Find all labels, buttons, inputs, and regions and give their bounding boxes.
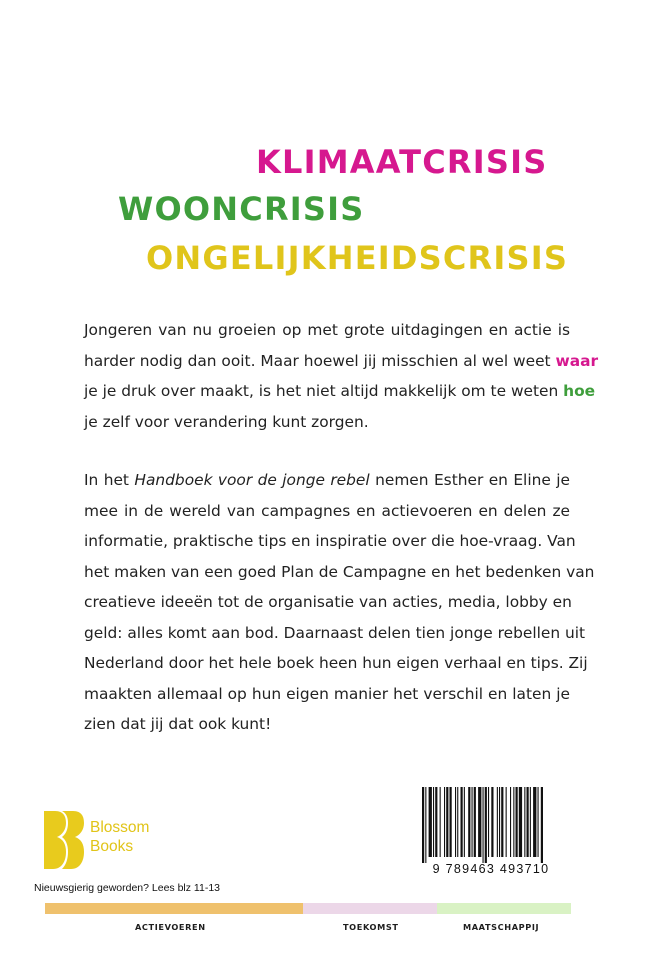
category-bar-toekomst (303, 903, 437, 914)
text-line: je zelf voor verandering kunt zorgen. (84, 412, 369, 431)
text-line: Nederland door het hele boek heen hun eigen verhaal en tips. Zij (84, 654, 588, 672)
highlight-hoe: hoe (563, 382, 596, 400)
book-title: Handboek voor de jonge rebel (134, 471, 370, 489)
description-paragraph (84, 465, 595, 740)
headline-ongelijkheidscrisis: ONGELIJKHEIDSCRISIS (146, 239, 569, 277)
category-bar-maatschappij (437, 903, 571, 914)
text-line (84, 376, 596, 407)
headline-wooncrisis: WOONCRISIS (118, 190, 365, 228)
blossom-books-logo-icon (44, 811, 84, 869)
text-line (84, 346, 599, 377)
text-line: maakten allemaal op hun eigen manier het verschil en laten je (84, 684, 570, 703)
text-segment: In het (84, 471, 135, 489)
text-line: informatie, praktische tips en inspiratie over die hoe-vraag. Van (84, 532, 576, 550)
headline-klimaatcrisis: KLIMAATCRISIS (256, 143, 548, 181)
category-label-toekomst: TOEKOMST (343, 922, 399, 932)
text-segment: harder nodig dan ooit. Maar hoewel jij misschien al wel weet (84, 351, 556, 370)
barcode-icon (412, 787, 570, 865)
text-line: zien dat jij dat ook kunt! (84, 715, 272, 733)
highlight-waar: waar (555, 351, 599, 370)
category-label-maatschappij: MAATSCHAPPIJ (463, 922, 540, 932)
intro-paragraph (84, 315, 599, 437)
text-line (84, 465, 570, 496)
category-label-actievoeren: ACTIEVOEREN (135, 922, 206, 932)
text-line: geld: alles komt aan bod. Daarnaast delen tien jonge rebellen uit (84, 623, 586, 642)
isbn-number: 9 789463 493710 (432, 862, 550, 876)
text-line: creatieve ideeën tot de organisatie van acties, media, lobby en (84, 593, 572, 611)
category-bar-actievoeren (45, 903, 303, 914)
text-segment: je je druk over maakt, is het niet altijd makkelijk om te weten (84, 382, 564, 400)
text-line: het maken van een goed Plan de Campagne en het bedenken van (84, 562, 595, 581)
text-segment: nemen Esther en Eline je (369, 471, 570, 489)
publisher-name-line2: Books (90, 838, 134, 855)
publisher-name-line1: Blossom (90, 819, 150, 836)
teaser-text: Nieuwsgierig geworden? Lees blz 11-13 (34, 882, 221, 894)
text-line: Jongeren van nu groeien op met grote uitdagingen en actie is (84, 321, 570, 339)
text-line: mee in de wereld van campagnes en actievoeren en delen ze (84, 501, 570, 520)
